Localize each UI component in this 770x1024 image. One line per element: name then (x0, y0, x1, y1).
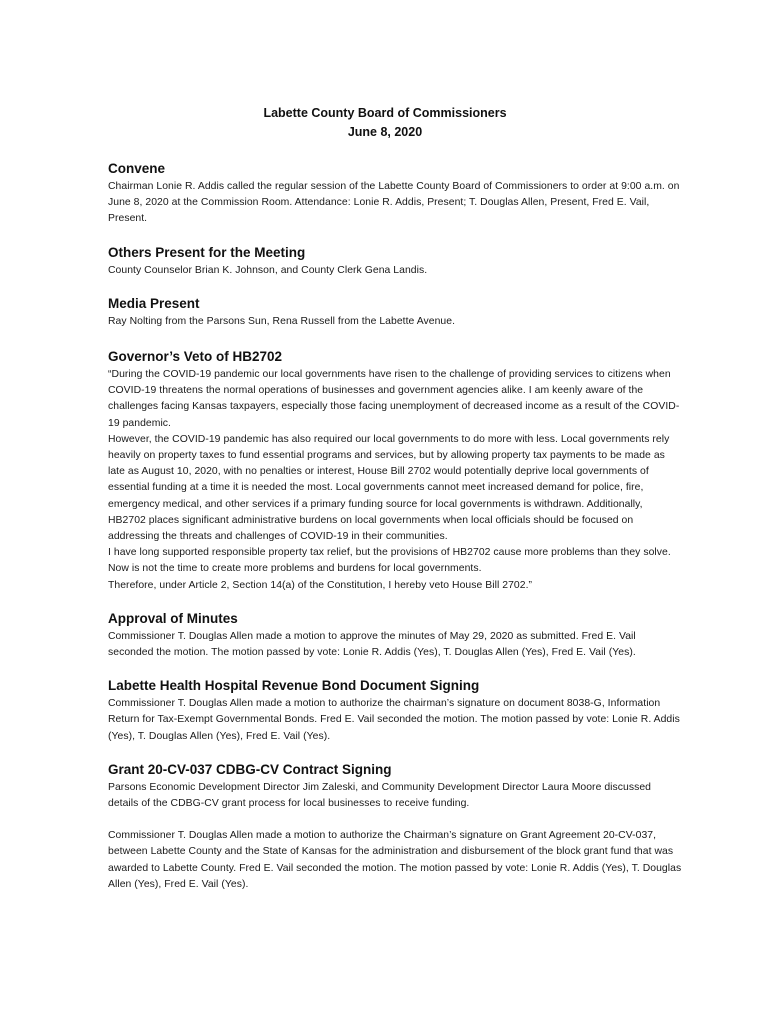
section-paragraph: Chairman Lonie R. Addis called the regular session of the Labette County Board of Commissioners to order at 9:00 a.m. on June 8, 2020 at the Commission Room. Attendance: Lonie R. Addis, Present; T. Douglas Allen, Present, Fred E. Vail, Present. (108, 181, 680, 225)
section-paragraph: Commissioner T. Douglas Allen made a motion to authorize the chairman’s signature on document 8038-G, Information Return for Tax-Exempt Governmental Bonds. Fred E. Vail seconded the motion. The motion passed by vote: Lonie R. Addis (Yes), T. Douglas Allen (Yes), Fred E. Vail (Yes). (108, 698, 680, 742)
section-approval-of-minutes (108, 610, 683, 661)
veto-quote-paragraph-4: Therefore, under Article 2, Section 14(a) of the Constitution, I hereby veto House Bill 2702.” (108, 579, 533, 591)
section-heading: Grant 20-CV-037 CDBG-CV Contract Signing (108, 761, 392, 777)
section-convene (108, 160, 683, 228)
minutes-body (108, 160, 683, 893)
section-paragraph: Ray Nolting from the Parsons Sun, Rena Russell from the Labette Avenue. (108, 315, 456, 327)
section-hospital-bond-signing (108, 677, 683, 745)
section-heading: Governor’s Veto of HB2702 (108, 349, 283, 365)
veto-quote-paragraph-2: However, the COVID-19 pandemic has also required our local governments to do more with less. Local governments rely heavily on property taxes to fund essential programs and services, but by allowing property tax payments to be made as late as August 10, 2020, with no penalties or interest, House Bill 2702 would potentially deprive local governments of essential funding at a time it is needed the most. Local governments cannot meet increased demand for police, fire, emergency medical, and other services if a primary funding source for local governments is withdrawn. Additionally, HB2702 places significant administrative burdens on local governments when local officials should be focused on addressing the threats and challenges of COVID-19 in their communities. (108, 433, 670, 543)
section-media-present (108, 295, 683, 330)
veto-quote-paragraph-1: “During the COVID-19 pandemic our local governments have risen to the challenge of providing services to citizens when COVID-19 threatens the normal operations of businesses and government agencies alike. I am keenly aware of the challenges facing Kansas taxpayers, especially those facing unemployment of decreased income as a result of the COVID-19 pandemic. (108, 369, 680, 429)
section-grant-contract-signing (108, 761, 683, 893)
section-others-present (108, 244, 683, 279)
section-governors-veto (108, 348, 683, 594)
section-heading: Others Present for the Meeting (108, 244, 306, 260)
section-heading: Convene (108, 161, 166, 176)
section-paragraph: Commissioner T. Douglas Allen made a motion to authorize the Chairman’s signature on Grant Agreement 20-CV-037, between Labette County and the State of Kansas for the administration and disbursement of the block grant fund that was awarded to Labette County. Fred E. Vail seconded the motion. The motion passed by vote: Lonie R. Addis (Yes), T. Douglas Allen (Yes), Fred E. Vail (Yes). (108, 830, 682, 890)
section-heading: Approval of Minutes (108, 610, 238, 626)
section-heading: Labette Health Hospital Revenue Bond Document Signing (108, 678, 480, 694)
section-paragraph: County Counselor Brian K. Johnson, and County Clerk Gena Landis. (108, 264, 428, 276)
document-title: Labette County Board of Commissioners (263, 106, 507, 120)
section-paragraph: Commissioner T. Douglas Allen made a motion to approve the minutes of May 29, 2020 as submitted. Fred E. Vail seconded the motion. The motion passed by vote: Lonie R. Addis (Yes), T. Douglas Allen (Yes), Fred E. Vail (Yes). (108, 630, 636, 659)
section-heading: Media Present (108, 295, 200, 311)
document-date: June 8, 2020 (347, 125, 423, 139)
section-paragraph: Parsons Economic Development Director Jim Zaleski, and Community Development Director Laura Moore discussed details of the CDBG-CV grant process for local businesses to receive funding. (108, 781, 651, 810)
veto-quote-paragraph-3: I have long supported responsible property tax relief, but the provisions of HB2702 cause more problems than they solve. Now is not the time to create more problems and burdens for local governments. (108, 547, 671, 575)
